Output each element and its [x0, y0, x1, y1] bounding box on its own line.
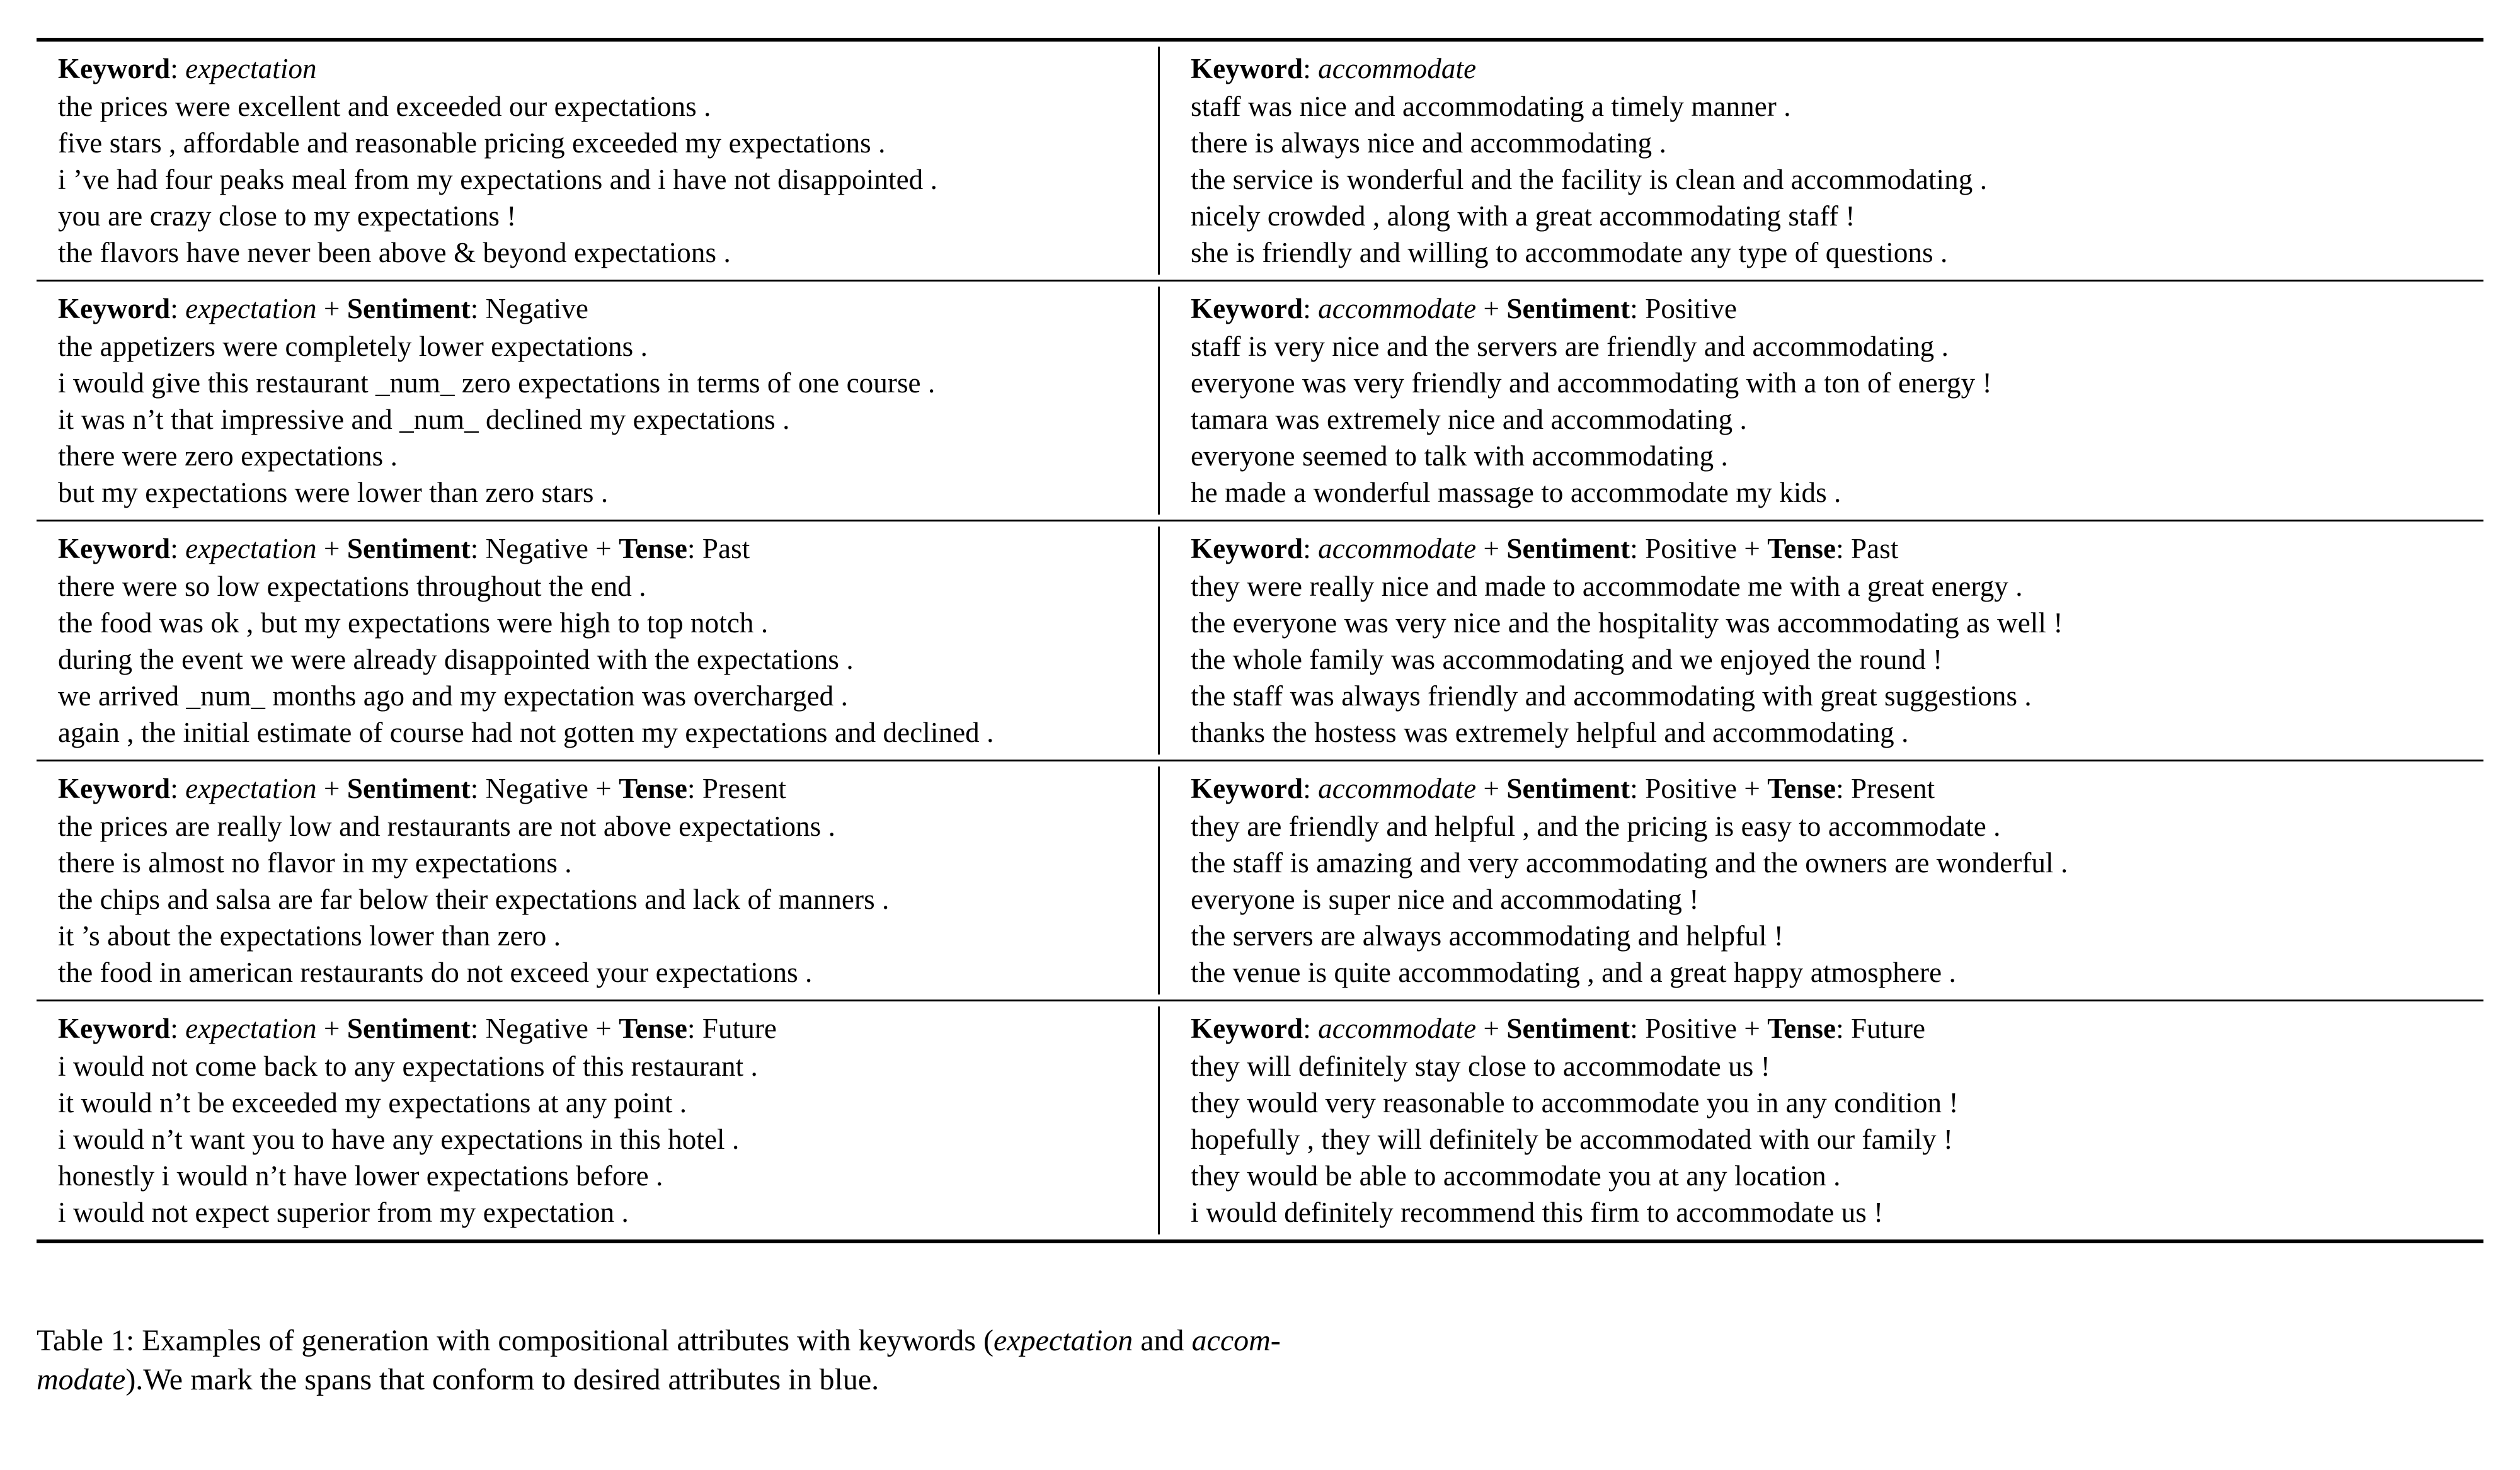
keyword-label: Keyword	[58, 533, 171, 564]
attribute-label: Sentiment	[346, 1013, 471, 1044]
example-line: five stars , affordable and reasonable pricing exceeded my expectations .	[58, 127, 886, 159]
attribute-value: Past	[1851, 533, 1899, 564]
example-line: i would n’t want you to have any expectations in this hotel .	[58, 1124, 740, 1155]
attribute-label: Sentiment	[1506, 773, 1630, 804]
plus-separator: +	[1476, 773, 1507, 804]
attribute-value: Past	[702, 533, 750, 564]
attribute-value: Negative	[485, 1013, 588, 1044]
keyword-value: expectation	[185, 1013, 317, 1044]
block-4-right-cell	[1158, 770, 2483, 991]
colon: :	[1630, 293, 1646, 324]
block-4-left-cell	[37, 770, 1158, 991]
example-line: the staff is amazing and very accommodating and the owners are wonderful .	[1191, 847, 2068, 879]
colon: :	[1836, 1013, 1852, 1044]
example-line: hopefully , they will definitely be accommodated with our family !	[1191, 1124, 1954, 1155]
attribute-label: Sentiment	[346, 533, 471, 564]
example-line: but my expectations were lower than zero stars .	[58, 477, 609, 508]
caption-text-part-3: ).We mark the spans that conform to desired attributes in blue.	[125, 1363, 879, 1396]
example-line: there were so low expectations throughout the end .	[58, 571, 646, 602]
plus-separator: +	[1476, 1013, 1507, 1044]
cell-header	[1191, 290, 2483, 327]
attribute-label: Sentiment	[1506, 293, 1630, 324]
example-line: the flavors have never been above & beyond expectations .	[58, 237, 731, 268]
cell-header	[1191, 1010, 2483, 1047]
colon: :	[470, 533, 486, 564]
example-line: the prices were excellent and exceeded our expectations .	[58, 91, 711, 122]
caption-keyword-2-cont: modate	[37, 1363, 126, 1396]
example-line: we arrived _num_ months ago and my expectation was overcharged .	[58, 680, 848, 712]
colon: :	[1303, 533, 1319, 564]
attribute-value: Negative	[485, 533, 588, 564]
example-line: nicely crowded , along with a great accommodating staff !	[1191, 200, 1855, 232]
keyword-value: expectation	[185, 533, 317, 564]
column-divider	[1158, 287, 1160, 515]
colon: :	[687, 1013, 702, 1044]
colon: :	[1303, 773, 1319, 804]
colon: :	[170, 53, 186, 84]
example-line: there is almost no flavor in my expectations .	[58, 847, 572, 879]
example-line: the venue is quite accommodating , and a great happy atmosphere .	[1191, 957, 1956, 988]
example-line: i ’ve had four peaks meal from my expectations and i have not disappointed .	[58, 164, 937, 195]
keyword-label: Keyword	[1191, 1013, 1303, 1044]
example-line: the servers are always accommodating and helpful !	[1191, 920, 1784, 952]
colon: :	[687, 773, 702, 804]
example-line: you are crazy close to my expectations !	[58, 200, 517, 232]
example-line: there were zero expectations .	[58, 440, 398, 472]
attribute-value: Negative	[485, 773, 588, 804]
table-block-4	[37, 761, 2483, 1000]
example-line: it ’s about the expectations lower than zero .	[58, 920, 561, 952]
example-line: it would n’t be exceeded my expectations at any point .	[58, 1087, 687, 1119]
keyword-value: expectation	[185, 293, 317, 324]
plus-separator: +	[1737, 1013, 1768, 1044]
keyword-value: expectation	[185, 53, 317, 84]
attribute-label: Tense	[1767, 533, 1836, 564]
example-line: the everyone was very nice and the hospitality was accommodating as well !	[1191, 607, 2063, 639]
colon: :	[470, 773, 486, 804]
example-line: they are friendly and helpful , and the pricing is easy to accommodate .	[1191, 811, 2001, 842]
example-line: the food in american restaurants do not exceed your expectations .	[58, 957, 813, 988]
attribute-label: Sentiment	[346, 293, 471, 324]
attribute-label: Tense	[619, 1013, 687, 1044]
example-line: the appetizers were completely lower expectations .	[58, 331, 648, 362]
cell-header	[1191, 50, 2483, 87]
example-line: it was n’t that impressive and _num_ declined my expectations .	[58, 404, 790, 435]
keyword-value: expectation	[185, 773, 317, 804]
keyword-label: Keyword	[1191, 53, 1303, 84]
attribute-label: Tense	[1767, 773, 1836, 804]
colon: :	[1303, 293, 1319, 324]
cell-header	[58, 290, 1158, 327]
keyword-value: accommodate	[1318, 533, 1477, 564]
example-line: she is friendly and willing to accommodate any type of questions .	[1191, 237, 1948, 268]
example-line: the food was ok , but my expectations were high to top notch .	[58, 607, 769, 639]
column-divider	[1158, 766, 1160, 994]
example-line: the prices are really low and restaurants are not above expectations .	[58, 811, 835, 842]
plus-separator: +	[588, 1013, 619, 1044]
attribute-value: Positive	[1645, 293, 1738, 324]
cell-header	[58, 50, 1158, 87]
attribute-value: Present	[1851, 773, 1935, 804]
cell-header	[58, 1010, 1158, 1047]
attribute-label: Sentiment	[1506, 533, 1630, 564]
attribute-value: Present	[702, 773, 787, 804]
block-1-right-cell	[1158, 50, 2483, 271]
example-line: again , the initial estimate of course had not gotten my expectations and declined .	[58, 717, 994, 748]
plus-separator: +	[588, 773, 619, 804]
colon: :	[1836, 773, 1852, 804]
keyword-label: Keyword	[58, 773, 171, 804]
colon: :	[470, 293, 486, 324]
colon: :	[687, 533, 702, 564]
colon: :	[1836, 533, 1852, 564]
attribute-value: Future	[1851, 1013, 1926, 1044]
example-line: i would not come back to any expectations of this restaurant .	[58, 1051, 758, 1082]
column-divider	[1158, 1006, 1160, 1234]
plus-separator: +	[316, 773, 347, 804]
example-line: staff was nice and accommodating a timely manner .	[1191, 91, 1791, 122]
example-line: honestly i would n’t have lower expectations before .	[58, 1160, 663, 1192]
plus-separator: +	[1737, 773, 1768, 804]
example-line: i would give this restaurant _num_ zero expectations in terms of one course .	[58, 367, 936, 399]
cell-header	[58, 530, 1158, 567]
keyword-value: accommodate	[1318, 53, 1477, 84]
table-bottom-rule	[37, 1239, 2483, 1243]
colon: :	[170, 293, 186, 324]
colon: :	[1303, 1013, 1319, 1044]
colon: :	[1630, 773, 1646, 804]
table-block-3	[37, 521, 2483, 760]
block-2-left-cell	[37, 290, 1158, 511]
example-line: the service is wonderful and the facility is clean and accommodating .	[1191, 164, 1988, 195]
attribute-label: Sentiment	[346, 773, 471, 804]
example-line: they would very reasonable to accommodate you in any condition !	[1191, 1087, 1959, 1119]
example-line: i would definitely recommend this firm to accommodate us !	[1191, 1197, 1884, 1228]
example-line: i would not expect superior from my expectation .	[58, 1197, 629, 1228]
table-block-5	[37, 1001, 2483, 1239]
colon: :	[170, 1013, 186, 1044]
plus-separator: +	[1476, 533, 1507, 564]
colon: :	[170, 533, 186, 564]
block-2-right-cell	[1158, 290, 2483, 511]
plus-separator: +	[1737, 533, 1768, 564]
table-caption	[37, 1321, 2483, 1399]
colon: :	[170, 773, 186, 804]
caption-keyword-2: accom-	[1191, 1324, 1281, 1357]
plus-separator: +	[316, 293, 347, 324]
table-block-1	[37, 42, 2483, 280]
colon: :	[1630, 1013, 1646, 1044]
attribute-value: Positive	[1645, 1013, 1738, 1044]
example-line: there is always nice and accommodating .	[1191, 127, 1666, 159]
attribute-label: Sentiment	[1506, 1013, 1630, 1044]
attribute-value: Positive	[1645, 533, 1738, 564]
example-line: he made a wonderful massage to accommodate my kids .	[1191, 477, 1841, 508]
caption-keyword-1: expectation	[993, 1324, 1133, 1357]
example-line: tamara was extremely nice and accommodating .	[1191, 404, 1747, 435]
attribute-label: Tense	[619, 533, 687, 564]
example-line: during the event we were already disappointed with the expectations .	[58, 644, 854, 675]
colon: :	[470, 1013, 486, 1044]
attribute-label: Tense	[619, 773, 687, 804]
table-block-2	[37, 282, 2483, 520]
example-line: staff is very nice and the servers are friendly and accommodating .	[1191, 331, 1949, 362]
cell-header	[1191, 770, 2483, 807]
block-1-left-cell	[37, 50, 1158, 271]
cell-header	[58, 770, 1158, 807]
keyword-label: Keyword	[58, 1013, 171, 1044]
attribute-value: Future	[702, 1013, 777, 1044]
example-line: they would be able to accommodate you at any location .	[1191, 1160, 1841, 1192]
example-line: everyone seemed to talk with accommodating .	[1191, 440, 1728, 472]
colon: :	[1630, 533, 1646, 564]
caption-text-part-1: Table 1: Examples of generation with compositional attributes with keywords (	[37, 1324, 994, 1357]
block-3-right-cell	[1158, 530, 2483, 751]
caption-text-part-2: and	[1133, 1324, 1192, 1357]
plus-separator: +	[316, 1013, 347, 1044]
keyword-value: accommodate	[1318, 293, 1477, 324]
attribute-value: Negative	[485, 293, 588, 324]
example-line: they were really nice and made to accommodate me with a great energy .	[1191, 571, 2023, 602]
column-divider	[1158, 527, 1160, 755]
attribute-value: Positive	[1645, 773, 1738, 804]
keyword-label: Keyword	[1191, 773, 1303, 804]
block-5-right-cell	[1158, 1010, 2483, 1231]
plus-separator: +	[1476, 293, 1507, 324]
keyword-label: Keyword	[1191, 293, 1303, 324]
example-line: they will definitely stay close to accommodate us !	[1191, 1051, 1770, 1082]
cell-header	[1191, 530, 2483, 567]
attribute-label: Tense	[1767, 1013, 1836, 1044]
plus-separator: +	[316, 533, 347, 564]
colon: :	[1303, 53, 1319, 84]
keyword-label: Keyword	[58, 293, 171, 324]
column-divider	[1158, 47, 1160, 275]
example-line: the whole family was accommodating and we enjoyed the round !	[1191, 644, 1943, 675]
block-3-left-cell	[37, 530, 1158, 751]
keyword-label: Keyword	[58, 53, 171, 84]
example-line: the chips and salsa are far below their expectations and lack of manners .	[58, 884, 890, 915]
block-5-left-cell	[37, 1010, 1158, 1231]
caption-line-2	[37, 1360, 2483, 1399]
keyword-label: Keyword	[1191, 533, 1303, 564]
example-line: the staff was always friendly and accommodating with great suggestions .	[1191, 680, 2032, 712]
example-line: thanks the hostess was extremely helpful and accommodating .	[1191, 717, 1909, 748]
example-line: everyone is super nice and accommodating !	[1191, 884, 1699, 915]
plus-separator: +	[588, 533, 619, 564]
table-1	[37, 38, 2483, 1243]
keyword-value: accommodate	[1318, 773, 1477, 804]
keyword-value: accommodate	[1318, 1013, 1477, 1044]
example-line: everyone was very friendly and accommodating with a ton of energy !	[1191, 367, 1992, 399]
